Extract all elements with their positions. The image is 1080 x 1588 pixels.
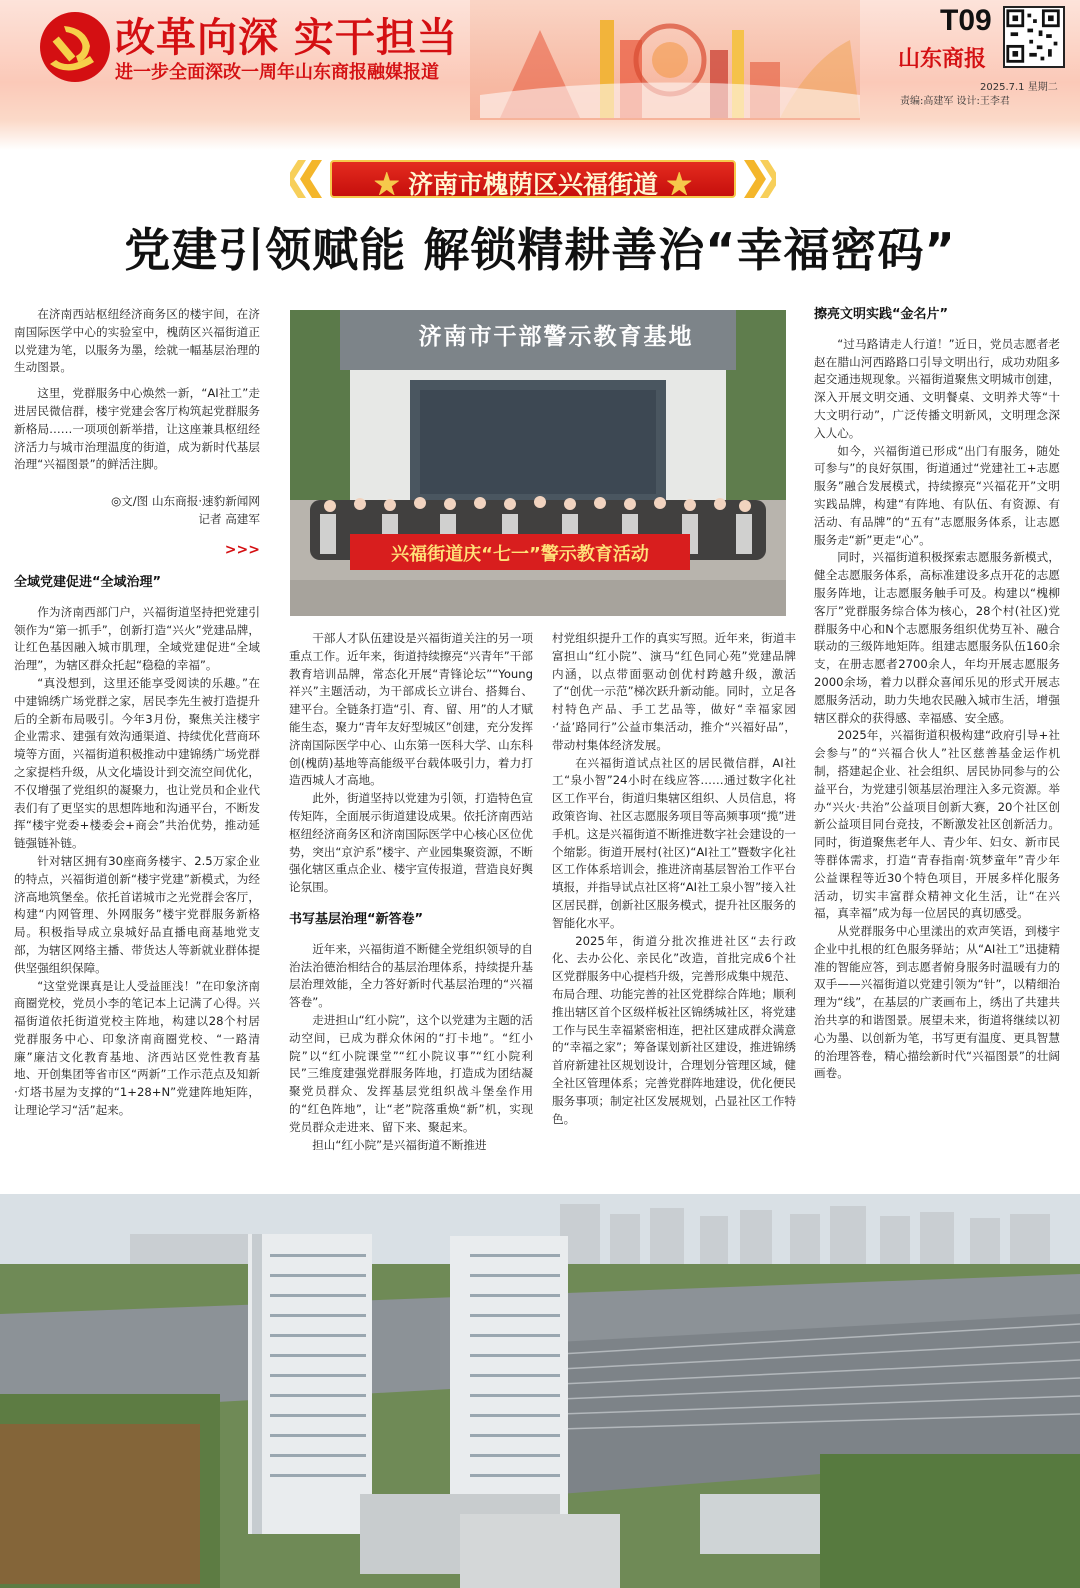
- article-headline: 党建引领赋能 解锁精耕善治“幸福密码”: [124, 223, 956, 277]
- column-1: [14, 306, 260, 1120]
- byline-reporter: 记者 高建军: [198, 512, 260, 527]
- aerial-city-photo: [0, 1194, 1080, 1588]
- body-paragraph: 2025年，兴福街道积极构建“政府引导+社会参与”的“兴福合伙人”社区慈善基金运作机制，搭建起企业、社会组织、居民协同参与的公益平台，为党建引领基层治理注入多元资源。举办“兴火·共治”公益项目创新大赛，20个社区创新公益项目同台竞技，不断激发社区创新活力。同时，街道聚焦老年人、青少年、妇女、新市民等群体需求，打造“青春指南·筑梦童年”青少年公益课程等近30个特色项目，开展多样化服务活动，切实丰富群众精神文化生活，让“在兴福，真幸福”成为每一位居民的真切感受。: [814, 728, 1060, 921]
- body-paragraph: “真没想到，这里还能享受阅读的乐趣。”在中建锦绣广场党群之家，居民李先生被打造提升后的全新布局吸引。今年3月份，聚焦关注楼宇企业需求、建强有效沟通渠道、持续优化营商环境等方面，兴福街道积极推动中建锦绣广场党群之家提档升级，从文化墙设计到交流空间优化，不仅增强了党组织的凝聚力，也让党员和企业代表们有了更坚实的思想阵地和沟通平台，不断发挥“楼宇党委+楼委会+商会”共治优势，推动延链强链补链。: [14, 675, 260, 851]
- city-skyline-illustration: [480, 0, 860, 118]
- body-paragraph: “过马路请走人行道！”近日，党员志愿者老赵在腊山河西路路口引导文明出行，成功劝阻多起交通违规现象。兴福街道聚焦文明城市创建，深入开展文明交通、文明餐桌、文明养犬等“十大文明行动”，广泛传播文明新风，文明理念深入人心。: [814, 336, 1060, 440]
- section-heading: 书写基层治理“新答卷”: [289, 911, 424, 927]
- column-3: [552, 630, 796, 1128]
- continue-arrows: >>>: [224, 542, 260, 559]
- publication-date: 2025.7.1 星期二: [980, 82, 1058, 93]
- star-icon: ★: [374, 170, 400, 199]
- body-paragraph: 担山“红小院”是兴福街道不断推进: [312, 1137, 487, 1152]
- body-paragraph: 针对辖区拥有30座商务楼宇、2.5万家企业的特点，兴福街道创新“楼宇党建”新模式，为经济高地筑堡垒。依托首诺城市之光党群会客厅，构建“内网管理、外网服务”楼宇党群服务新格局。积极指导成立泉城好品直播电商基地党支部，为辖区网络主播、带货达人等新就业群体提供坚强组织保障。: [14, 853, 260, 975]
- body-paragraph: 从党群服务中心里漾出的欢声笑语，到楼宇企业中扎根的红色服务驿站；从“AI社工”迅捷精准的智能应答，到志愿者俯身服务时温暖有力的双手——兴福街道以党建引领为“针”，以精细治理为“线”，在基层的广袤画布上，绣出了共建共治共享的和谐图景。展望未来，街道将继续以初心为墨、以创新为笔，书写更有温度、更具智慧的治理答卷，精心描绘新时代“兴福图景”的壮阔画卷。: [814, 924, 1060, 1081]
- location-tag: [290, 158, 776, 200]
- aerial-city-illustration: [0, 1194, 1080, 1588]
- intro-paragraph: 这里，党群服务中心焕然一新，“AI社工”走进居民微信群，楼宇党建会客厅构筑起党群服务新格局……一项项创新举措，让这座兼具枢纽经济活力与城市治理温度的街道，成为新时代基层治理“兴福图景”的鲜活注脚。: [14, 386, 260, 472]
- column-2: [289, 630, 533, 1154]
- body-paragraph: 村党组织提升工作的真实写照。近年来，街道丰富担山“红小院”、演马“红色同心苑”党建品牌内涵，以点带面驱动创优村跨越升级，激活了“创优一示范”梯次跃升新动能。同时，立足各村特色产品、手工艺品等，做好“幸福家园·‘益’路同行”公益市集活动，推介“兴福好品”，带动村集体经济发展。: [552, 631, 796, 752]
- body-paragraph: 在兴福街道试点社区的居民微信群，AI社工“泉小智”24小时在线应答……通过数字化社区工作平台，街道归集辖区组织、人员信息，将政策咨询、社区志愿服务项目等高频事项“揽”进手机。这是兴福街道不断推进数字社会建设的一个缩影。街道开展村(社区)“AI社工”暨数字化社区工作体系培训会，推进济南基层智治工作平台填报，并指导试点社区将“AI社工泉小智”接入社区居民群，创新社区服务模式，提升社区服务的智能化水平。: [552, 755, 796, 930]
- body-paragraph: “这堂党课真是让人受益匪浅！”在印象济南商圈党校，党员小李的笔记本上记满了心得。兴福街道依托街道党校主阵地，构建以28个村居党群服务中心、印象济南商圈党校、“一路清廉”廉洁文化教育基地、济西站区党性教育基地、开创集团等省市区“两新”工作示范点及知新·灯塔书屋为支撑的“1+28+N”党建阵地矩阵，让理论学习“活”起来。: [14, 978, 260, 1118]
- section-heading: 擦亮文明实践“金名片”: [814, 307, 949, 322]
- chevron-right-icon: [736, 158, 776, 200]
- intro-paragraph: 在济南西站枢纽经济商务区的楼宇间，在济南国际医学中心的实验室中，槐荫区兴福街道正以党建为笔，以服务为墨，绘就一幅基层治理的生动图景。: [14, 307, 260, 375]
- body-paragraph: 2025年，街道分批次推进社区“去行政化、去办公化、亲民化”改造，首批完成6个社区党群服务中心提档升级，完善形成集中规范、布局合理、功能完善的社区党群综合阵地；顺利推出辖区首个区级样板社区锦绣城社区，将党建工作与民生幸福紧密相连，把社区建成群众满意的“幸福之家”；筹备谋划新社区建设，推进锦绣首府新建社区规划设计，合理划分管理区域，健全社区管理体系；完善党群阵地建设，优化便民服务事项；制定社区发展规划，凸显社区工作特色。: [552, 933, 796, 1126]
- newspaper-name: 山东商报: [898, 47, 987, 72]
- star-icon: ★: [666, 170, 692, 199]
- banner-title: 改革向深 实干担当: [115, 15, 458, 61]
- editor-credits: 责编:高建军 设计:王李君: [900, 96, 1010, 107]
- body-paragraph: 走进担山“红小院”，这个以党建为主题的活动空间，已成为群众休闲的“打卡地”。“红小院”以“红小院课堂”“红小院议事”“红小院利民”三维度建强党群服务阵地，打造成为团结凝聚党员群众、发挥基层党组织战斗堡垒作用的“红色阵地”，让“老”院落重焕“新”机，实现党员群众走进来、留下来、聚起来。: [289, 1012, 533, 1134]
- body-paragraph: 如今，兴福街道已形成“出门有服务，随处可参与”的良好氛围，街道通过“党建社工+志愿服务”融合发展模式，持续擦亮“兴福花开”文明实践品牌，构建“有阵地、有队伍、有资源、有活动、有品牌”的“五有”志愿服务体系，让志愿服务走“新”更走“心”。: [814, 443, 1060, 547]
- column-4: [814, 306, 1060, 1083]
- body-paragraph: 近年来，兴福街道不断健全党组织领导的自治法治德治相结合的基层治理体系，持续提升基层治理效能，全力答好新时代基层治理的“兴福答卷”。: [289, 941, 533, 1010]
- building-sign-text: 济南市干部警示教育基地: [418, 323, 694, 350]
- body-paragraph: 作为济南西部门户，兴福街道坚持把党建引领作为“第一抓手”，创新打造“兴火”党建品牌，让红色基因融入城市肌理，全域党建促进“全域治理”，为辖区群众托起“稳稳的幸福”。: [14, 604, 260, 673]
- header-banner: [0, 0, 1080, 150]
- chevron-left-icon: [290, 158, 330, 200]
- activity-banner-text: 兴福街道庆“七一”警示教育活动: [391, 544, 649, 565]
- party-emblem-icon: [38, 10, 112, 84]
- body-paragraph: 干部人才队伍建设是兴福街道关注的另一项重点工作。近年来，街道持续擦亮“兴青年”干部教育培训品牌，常态化开展“青锋论坛”“Young 祥兴”主题活动，为干部成长立讲台、搭舞台、建平台。全链条打造“引、育、留、用”的人才赋能生态，聚力“青年友好型城区”创建，充分发挥济南国际医学中心、山东第一医科大学、山东科创(槐荫)基地等高能级平台载体吸引力，着力打造西城人才高地。: [289, 631, 533, 788]
- qr-code-icon[interactable]: [1003, 6, 1065, 68]
- body-paragraph: 同时，兴福街道积极探索志愿服务新模式，健全志愿服务体系，高标准建设多点开花的志愿服务阵地，让志愿服务触手可及。构建以“槐柳客厅”党群服务综合体为核心，28个村(社区)党群服务中心和N个志愿服务组织优势互补、融合联动的三级阵地矩阵。组建志愿服务队伍160余支，在册志愿者2700余人，年均开展志愿服务2000余场，着力以群众喜闻乐见的形式开展志愿服务活动，助力失地农民融入城市生活，增强辖区群众的获得感、幸福感、安全感。: [814, 550, 1060, 725]
- banner-subtitle: 进一步全面深改一周年山东商报融媒报道: [115, 62, 439, 83]
- group-photo-illustration: [290, 310, 786, 616]
- byline-source: ◎文/图 山东商报·速豹新闻网: [111, 494, 260, 509]
- section-heading: 全域党建促进“全域治理”: [14, 574, 162, 590]
- group-photo: [290, 310, 786, 616]
- page-number: T09: [940, 4, 992, 37]
- body-paragraph: 此外，街道坚持以党建为引领，打造特色宣传矩阵，全面展示街道建设成果。依托济南西站枢纽经济商务区和济南国际医学中心核心区位优势，突出“京沪系”楼宇、产业园集聚资源，不断强化辖区重点企业、楼宇宣传报道，营造良好舆论氛围。: [289, 791, 533, 895]
- location-tag-label: ★ 济南市槐荫区兴福街道 ★: [374, 170, 692, 199]
